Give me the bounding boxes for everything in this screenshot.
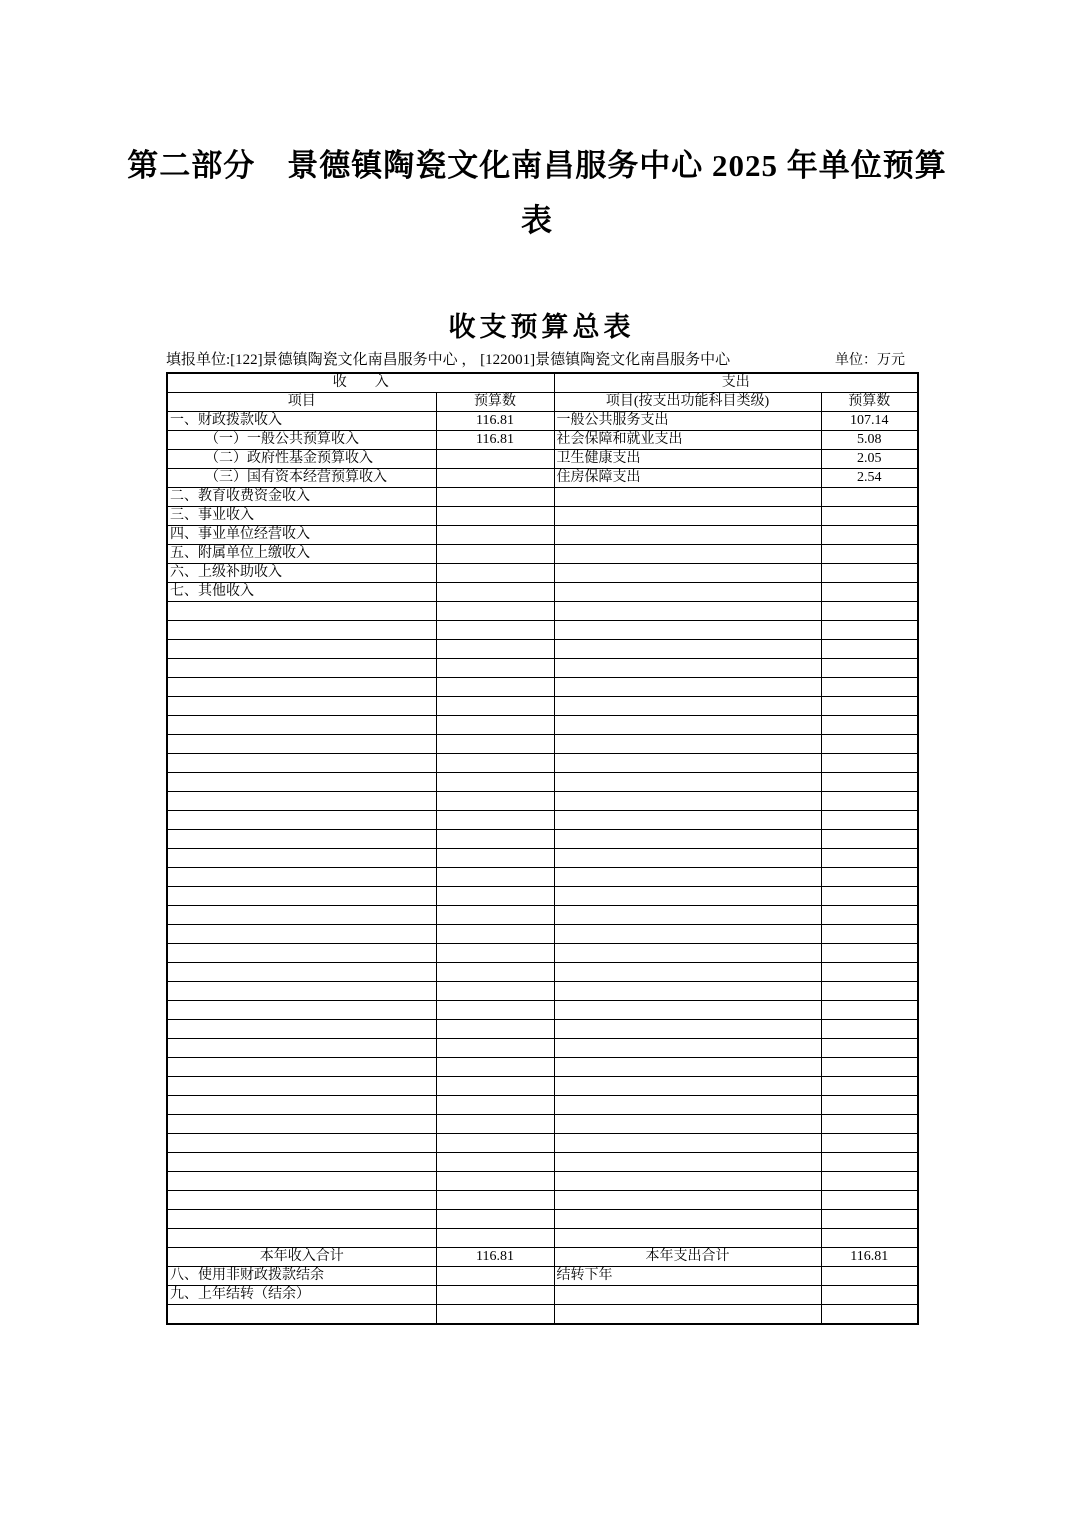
empty-row — [167, 792, 918, 811]
income-item-cell — [167, 1172, 436, 1191]
income-item-cell — [167, 1115, 436, 1134]
income-budget-cell — [436, 1020, 554, 1039]
expense-budget-cell: 107.14 — [821, 412, 918, 431]
income-budget-cell: 116.81 — [436, 412, 554, 431]
income-budget-cell: 116.81 — [436, 431, 554, 450]
income-item-cell — [167, 811, 436, 830]
expense-item-cell — [554, 830, 821, 849]
income-budget-cell — [436, 735, 554, 754]
budget-data-row — [167, 488, 918, 507]
budget-data-row — [167, 583, 918, 602]
empty-row — [167, 811, 918, 830]
income-item-cell: （一）一般公共预算收入 — [167, 431, 436, 450]
income-budget-cell — [436, 830, 554, 849]
income-item-cell — [167, 830, 436, 849]
expense-budget-cell — [821, 526, 918, 545]
expense-budget-cell — [821, 678, 918, 697]
expense-budget-cell — [821, 1020, 918, 1039]
expense-item-cell — [554, 678, 821, 697]
income-group-header: 收 入 — [167, 373, 554, 393]
expense-item-cell — [554, 1096, 821, 1115]
income-budget-cell — [436, 1077, 554, 1096]
empty-row — [167, 963, 918, 982]
empty-row — [167, 1058, 918, 1077]
empty-row — [167, 1077, 918, 1096]
expense-budget-cell — [821, 583, 918, 602]
expense-item-cell — [554, 507, 821, 526]
expense-item-cell — [554, 982, 821, 1001]
currency-unit-label: 单位：万元 — [835, 353, 905, 368]
expense-budget-cell — [821, 887, 918, 906]
income-item-cell: 一、财政拨款收入 — [167, 412, 436, 431]
empty-row — [167, 640, 918, 659]
closing-row — [167, 1286, 918, 1305]
empty-row — [167, 1191, 918, 1210]
empty-row — [167, 1210, 918, 1229]
expense-budget-cell — [821, 716, 918, 735]
empty-row — [167, 678, 918, 697]
expense-item-cell — [554, 754, 821, 773]
empty-row — [167, 982, 918, 1001]
income-item-cell: 九、上年结转（结余） — [167, 1286, 436, 1305]
expense-budget-cell — [821, 1077, 918, 1096]
empty-row — [167, 906, 918, 925]
expense-budget-cell — [821, 602, 918, 621]
income-budget-cell — [436, 925, 554, 944]
expense-item-header: 项目(按支出功能科目类级) — [554, 393, 821, 412]
document-title — [0, 0, 1074, 248]
income-item-cell: 八、使用非财政拨款结余 — [167, 1267, 436, 1286]
column-header-row — [167, 393, 918, 412]
income-budget-cell — [436, 792, 554, 811]
income-item-cell: 六、上级补助收入 — [167, 564, 436, 583]
expense-item-cell — [554, 1020, 821, 1039]
income-item-cell: 四、事业单位经营收入 — [167, 526, 436, 545]
expense-budget-cell — [821, 1210, 918, 1229]
expense-item-cell — [554, 792, 821, 811]
income-item-cell — [167, 887, 436, 906]
expense-item-cell — [554, 1134, 821, 1153]
empty-row — [167, 1134, 918, 1153]
income-budget-cell — [436, 450, 554, 469]
income-item-cell — [167, 1191, 436, 1210]
empty-row — [167, 754, 918, 773]
expense-budget-cell: 2.54 — [821, 469, 918, 488]
expense-item-cell: 住房保障支出 — [554, 469, 821, 488]
expense-budget-cell — [821, 564, 918, 583]
income-budget-cell — [436, 1191, 554, 1210]
income-budget-cell — [436, 982, 554, 1001]
expense-budget-cell — [821, 621, 918, 640]
income-budget-cell — [436, 773, 554, 792]
expense-item-cell — [554, 716, 821, 735]
income-budget-cell — [436, 1153, 554, 1172]
closing-row — [167, 1267, 918, 1286]
income-budget-cell — [436, 469, 554, 488]
expense-item-cell — [554, 640, 821, 659]
income-item-cell — [167, 792, 436, 811]
income-budget-cell — [436, 887, 554, 906]
income-budget-cell — [436, 811, 554, 830]
empty-row — [167, 1020, 918, 1039]
income-budget-cell — [436, 1210, 554, 1229]
expense-budget-cell — [821, 868, 918, 887]
expense-item-cell — [554, 1286, 821, 1305]
expense-item-cell — [554, 906, 821, 925]
expense-item-cell — [554, 545, 821, 564]
income-item-cell — [167, 1039, 436, 1058]
empty-row — [167, 1172, 918, 1191]
empty-row — [167, 602, 918, 621]
empty-row — [167, 697, 918, 716]
income-item-header: 项目 — [167, 393, 436, 412]
income-item-cell — [167, 773, 436, 792]
expense-budget-header: 预算数 — [821, 393, 918, 412]
income-item-cell — [167, 1305, 436, 1325]
empty-row — [167, 925, 918, 944]
expense-budget-cell — [821, 697, 918, 716]
income-item-cell — [167, 1229, 436, 1248]
expense-item-cell — [554, 773, 821, 792]
income-budget-cell — [436, 545, 554, 564]
closing-row — [167, 1305, 918, 1325]
expense-budget-cell — [821, 1191, 918, 1210]
expense-group-header: 支出 — [554, 373, 918, 393]
expense-item-cell — [554, 887, 821, 906]
income-budget-cell — [436, 1267, 554, 1286]
expense-budget-cell — [821, 792, 918, 811]
expense-budget-cell — [821, 773, 918, 792]
income-item-cell — [167, 659, 436, 678]
income-item-cell — [167, 621, 436, 640]
income-budget-cell — [436, 507, 554, 526]
empty-row — [167, 1153, 918, 1172]
expense-budget-cell — [821, 811, 918, 830]
empty-row — [167, 1001, 918, 1020]
expense-item-cell: 一般公共服务支出 — [554, 412, 821, 431]
income-budget-cell — [436, 697, 554, 716]
expense-item-cell — [554, 488, 821, 507]
budget-summary-table — [166, 372, 919, 1325]
expense-budget-cell — [821, 507, 918, 526]
expense-budget-cell: 116.81 — [821, 1248, 918, 1267]
income-budget-cell — [436, 1039, 554, 1058]
budget-data-row — [167, 564, 918, 583]
expense-item-cell — [554, 735, 821, 754]
income-budget-cell — [436, 906, 554, 925]
expense-item-cell — [554, 811, 821, 830]
income-budget-cell — [436, 1134, 554, 1153]
empty-row — [167, 868, 918, 887]
income-item-cell — [167, 735, 436, 754]
expense-item-cell — [554, 583, 821, 602]
income-item-cell — [167, 849, 436, 868]
income-item-cell — [167, 640, 436, 659]
income-item-cell — [167, 602, 436, 621]
income-budget-cell — [436, 849, 554, 868]
income-item-cell — [167, 1001, 436, 1020]
budget-data-row — [167, 507, 918, 526]
expense-budget-cell — [821, 906, 918, 925]
empty-row — [167, 735, 918, 754]
expense-budget-cell — [821, 1267, 918, 1286]
income-budget-cell — [436, 526, 554, 545]
expense-budget-cell — [821, 1305, 918, 1325]
expense-item-cell — [554, 602, 821, 621]
income-budget-cell — [436, 1229, 554, 1248]
expense-budget-cell — [821, 1058, 918, 1077]
expense-budget-cell — [821, 1001, 918, 1020]
income-item-cell — [167, 1020, 436, 1039]
expense-budget-cell — [821, 735, 918, 754]
expense-item-cell — [554, 1172, 821, 1191]
expense-item-cell — [554, 1210, 821, 1229]
expense-budget-cell — [821, 963, 918, 982]
income-budget-cell — [436, 1286, 554, 1305]
expense-budget-cell: 5.08 — [821, 431, 918, 450]
income-budget-cell — [436, 1305, 554, 1325]
income-budget-cell — [436, 754, 554, 773]
income-budget-cell — [436, 583, 554, 602]
document-title-line1: 第二部分 景德镇陶瓷文化南昌服务中心 2025 年单位预算 — [127, 148, 947, 183]
budget-table-body — [167, 412, 918, 1325]
income-budget-cell — [436, 963, 554, 982]
income-budget-cell — [436, 488, 554, 507]
income-item-cell — [167, 1058, 436, 1077]
empty-row — [167, 621, 918, 640]
income-budget-cell — [436, 944, 554, 963]
expense-budget-cell — [821, 1096, 918, 1115]
budget-data-row — [167, 412, 918, 431]
expense-budget-cell — [821, 1286, 918, 1305]
expense-budget-cell — [821, 1115, 918, 1134]
expense-item-cell: 结转下年 — [554, 1267, 821, 1286]
income-budget-cell — [436, 678, 554, 697]
income-item-cell — [167, 868, 436, 887]
empty-row — [167, 773, 918, 792]
expense-item-cell — [554, 849, 821, 868]
budget-data-row — [167, 431, 918, 450]
expense-item-cell — [554, 868, 821, 887]
income-item-cell: （二）政府性基金预算收入 — [167, 450, 436, 469]
budget-table-head — [167, 373, 918, 412]
income-item-cell: （三）国有资本经营预算收入 — [167, 469, 436, 488]
income-item-cell — [167, 906, 436, 925]
document-title-line2: 表 — [521, 203, 553, 238]
expense-item-cell — [554, 1191, 821, 1210]
income-budget-cell — [436, 1172, 554, 1191]
income-budget-cell — [436, 659, 554, 678]
expense-budget-cell — [821, 640, 918, 659]
income-item-cell — [167, 716, 436, 735]
expense-budget-cell — [821, 849, 918, 868]
expense-item-cell — [554, 925, 821, 944]
expense-budget-cell — [821, 1039, 918, 1058]
expense-item-cell — [554, 944, 821, 963]
expense-budget-cell — [821, 1229, 918, 1248]
expense-item-cell — [554, 1115, 821, 1134]
income-item-cell — [167, 944, 436, 963]
expense-item-cell — [554, 564, 821, 583]
income-budget-cell — [436, 716, 554, 735]
expense-budget-cell — [821, 545, 918, 564]
income-item-cell — [167, 678, 436, 697]
income-item-cell — [167, 1153, 436, 1172]
income-item-cell — [167, 925, 436, 944]
expense-budget-cell — [821, 1134, 918, 1153]
expense-item-cell — [554, 1058, 821, 1077]
budget-data-row — [167, 450, 918, 469]
income-item-cell: 七、其他收入 — [167, 583, 436, 602]
empty-row — [167, 1115, 918, 1134]
income-item-cell — [167, 963, 436, 982]
expense-item-cell — [554, 526, 821, 545]
expense-item-cell — [554, 659, 821, 678]
income-budget-cell — [436, 868, 554, 887]
income-item-cell — [167, 1210, 436, 1229]
income-item-cell: 本年收入合计 — [167, 1248, 436, 1267]
empty-row — [167, 944, 918, 963]
income-item-cell: 五、附属单位上缴收入 — [167, 545, 436, 564]
income-budget-cell — [436, 621, 554, 640]
expense-item-cell — [554, 1153, 821, 1172]
total-row — [167, 1248, 918, 1267]
expense-budget-cell — [821, 1153, 918, 1172]
expense-item-cell — [554, 697, 821, 716]
income-budget-cell — [436, 564, 554, 583]
empty-row — [167, 1229, 918, 1248]
income-budget-cell: 116.81 — [436, 1248, 554, 1267]
group-header-row — [167, 373, 918, 393]
expense-item-cell: 卫生健康支出 — [554, 450, 821, 469]
expense-budget-cell — [821, 982, 918, 1001]
expense-budget-cell: 2.05 — [821, 450, 918, 469]
income-budget-cell — [436, 640, 554, 659]
expense-budget-cell — [821, 488, 918, 507]
budget-data-row — [167, 545, 918, 564]
income-item-cell — [167, 1077, 436, 1096]
empty-row — [167, 659, 918, 678]
expense-budget-cell — [821, 659, 918, 678]
empty-row — [167, 1096, 918, 1115]
income-budget-cell — [436, 1096, 554, 1115]
income-budget-cell — [436, 1115, 554, 1134]
expense-budget-cell — [821, 925, 918, 944]
expense-item-cell — [554, 621, 821, 640]
empty-row — [167, 849, 918, 868]
income-item-cell — [167, 1096, 436, 1115]
income-item-cell — [167, 697, 436, 716]
expense-budget-cell — [821, 754, 918, 773]
empty-row — [167, 716, 918, 735]
income-item-cell: 三、事业收入 — [167, 507, 436, 526]
expense-item-cell: 社会保障和就业支出 — [554, 431, 821, 450]
expense-item-cell — [554, 963, 821, 982]
expense-budget-cell — [821, 944, 918, 963]
expense-item-cell — [554, 1001, 821, 1020]
empty-row — [167, 1039, 918, 1058]
expense-item-cell — [554, 1305, 821, 1325]
income-item-cell — [167, 982, 436, 1001]
expense-item-cell: 本年支出合计 — [554, 1248, 821, 1267]
reporting-unit-label: 填报单位:[122]景德镇陶瓷文化南昌服务中心 ， [122001]景德镇陶瓷文化南昌服务中心 — [166, 352, 731, 368]
income-budget-cell — [436, 1058, 554, 1077]
income-item-cell — [167, 1134, 436, 1153]
income-budget-header: 预算数 — [436, 393, 554, 412]
expense-budget-cell — [821, 1172, 918, 1191]
expense-item-cell — [554, 1039, 821, 1058]
budget-data-row — [167, 526, 918, 545]
table-title: 收支预算总表 — [448, 312, 635, 342]
income-budget-cell — [436, 602, 554, 621]
expense-budget-cell — [821, 830, 918, 849]
empty-row — [167, 830, 918, 849]
budget-data-row — [167, 469, 918, 488]
empty-row — [167, 887, 918, 906]
table-meta-row — [166, 351, 917, 370]
income-budget-cell — [436, 1001, 554, 1020]
income-item-cell: 二、教育收费资金收入 — [167, 488, 436, 507]
income-item-cell — [167, 754, 436, 773]
expense-item-cell — [554, 1229, 821, 1248]
expense-item-cell — [554, 1077, 821, 1096]
